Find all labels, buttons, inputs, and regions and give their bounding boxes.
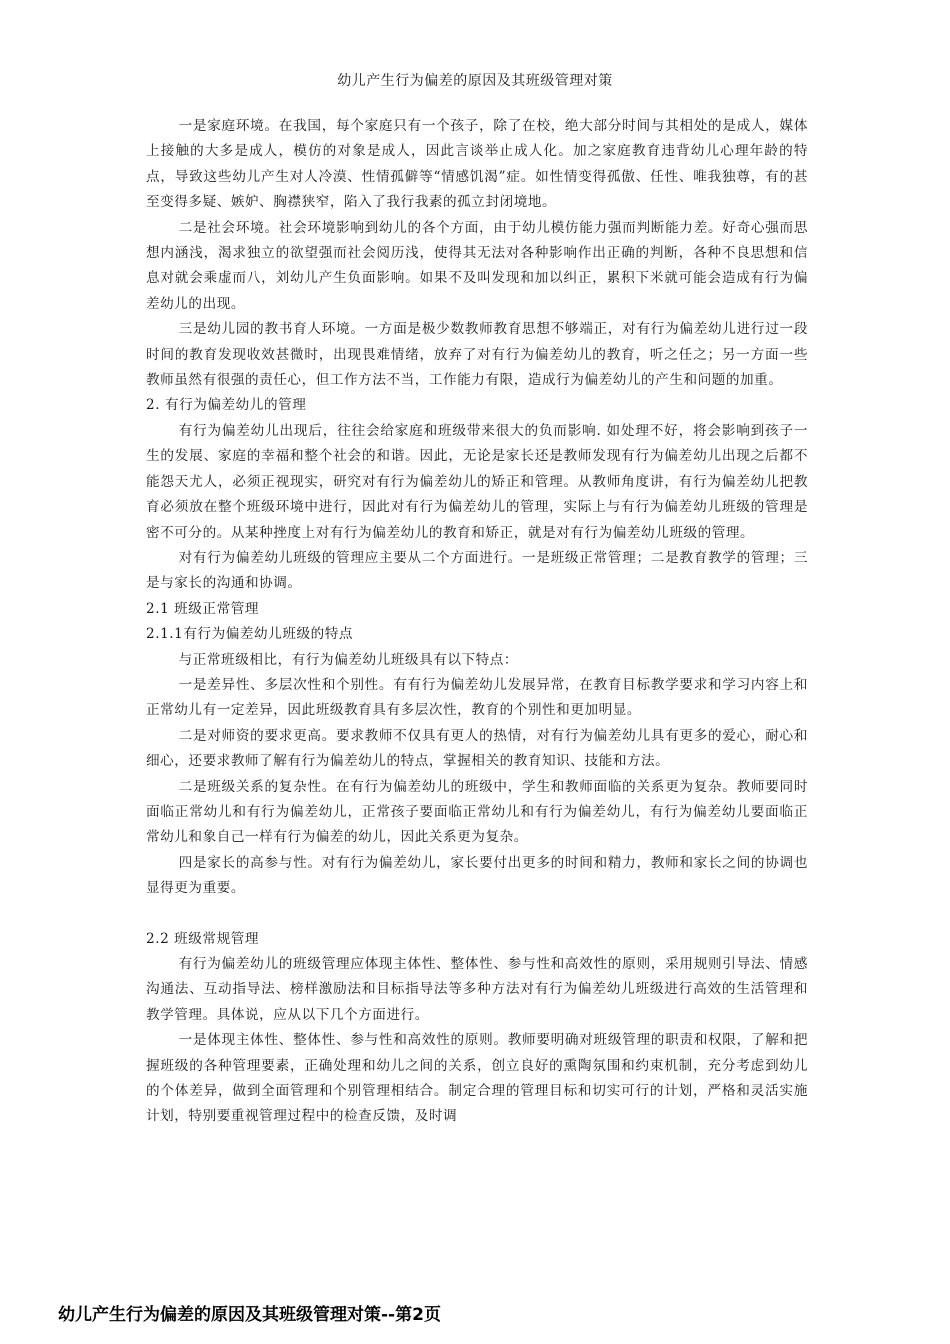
paragraph-feature-diversity: 一是差异性、多层次性和个别性。有有行为偏差幼儿发展异常，在教育目标教学要求和学习内容上和正常幼儿有一定差异，因此班级教育具有多层次性，教育的个别性和更加明显。 [146, 676, 808, 719]
section-heading-2-1-1: 2.1.1有行为偏差幼儿班级的特点 [146, 626, 354, 643]
paragraph-principles: 一是体现主体性、整体性、参与性和高效性的原则。教师要明确对班级管理的职责和权限，了解和把握班级的各种管理要素，正确处理和幼儿之间的关系，创立良好的熏陶氛围和约束机制，充分考虑到幼儿的个体差异，做到全面管理和个别管理相结合。制定合理的管理目标和切实可行的计划，严格和灵活实施计划，特别要重视管理过程中的检查反馈，及时调 [146, 1032, 808, 1125]
document-body [146, 114, 808, 1130]
paragraph-management-intro: 有行为偏差幼儿出现后，往往会给家庭和班级带来很大的负而影响. 如处理不好，将会影响到孩子一生的发展、家庭的幸福和整个社会的和谐。因此，无论是家长还是教师发现有行为偏差幼儿出现之后都不能怨天尤人，必须正视现实，研究对有行为偏差幼儿的矫正和管理。从教师角度讲，有行为偏差幼儿把教育必须放在整个班级环境中进行，因此对有行为偏差幼儿的管理，实际上与有行为偏差幼儿班级的管理是密不可分的。从某种挫度上对有行为偏差幼儿的教育和矫正，就是对有行为偏差幼儿班级的管理。 [146, 422, 808, 541]
paragraph-management-aspects: 对有行为偏差幼儿班级的管理应主要从二个方面进行。一是班级正常管理；二是教育教学的管理；三是与家长的沟通和协调。 [146, 549, 808, 592]
paragraph-class-features-intro: 与正常班级相比，有行为偏差幼儿班级具有以下特点： [178, 651, 519, 668]
paragraph-family-environment: 一是家庭环境。在我国，每个家庭只有一个孩子，除了在校，绝大部分时间与其相处的是成人，媒体上接触的大多是成人，模仿的对象是成人，因此言谈举止成人化。加之家庭教育违背幼儿心理年龄的特点，导致这些幼儿产生对人冷漠、性情孤僻等“情感饥渴”症。如性情变得孤傲、任性、唯我独尊，有的甚至变得多疑、嫉妒、胸襟狭窄，陷入了我行我素的孤立封闭境地。 [146, 118, 808, 211]
paragraph-feature-relationship-complexity: 二是班级关系的复杂性。在有行为偏差幼儿的班级中，学生和教师面临的关系更为复杂。教师要同时面临正常幼儿和有行为偏差幼儿，正常孩子要面临正常幼儿和有行为偏差幼儿，有行为偏差幼儿要面临正常幼儿和象自己一样有行为偏差的幼儿，因此关系更为复杂。 [146, 778, 808, 846]
paragraph-routine-management: 有行为偏差幼儿的班级管理应体现主体性、整体性、参与性和高效性的原则，采用规则引导法、情感沟通法、互动指导法、榜样激励法和目标指导法等多种方法对有行为偏差幼儿班级进行高效的生活管理和教学管理。具体说，应从以下几个方面进行。 [146, 956, 808, 1023]
section-heading-2-1: 2.1 班级正常管理 [146, 600, 260, 617]
paragraph-kindergarten-environment: 三是幼儿园的教书育人环境。一方面是极少数教师教育思想不够端正，对有行为偏差幼儿进行过一段时间的教育发现收效甚微时，出现畏难情绪，放弃了对有行为偏差幼儿的教育，听之任之；另一方面一些教师虽然有很强的责任心，但工作方法不当，工作能力有限，造成行为偏差幼儿的产生和问题的加重。 [146, 321, 808, 389]
paragraph-social-environment: 二是社会环境。社会环境影响到幼儿的各个方面，由于幼儿模仿能力强而判断能力差。好奇心强而思想内涵浅，渴求独立的欲望强而社会阅历浅，使得其无法对各种影响作出正确的判断，各种不良思想和信息对就会乘虚而八，刘幼儿产生负面影响。如果不及叫发现和加以纠正，累积下米就可能会造成有行为偏差幼儿的出现。 [146, 219, 808, 312]
page-footer-label: 幼儿产生行为偏差的原因及其班级管理对策--第2页 [58, 1305, 441, 1325]
section-heading-2-2: 2.2 班级常规管理 [146, 930, 260, 947]
section-heading-2: 2. 有行为偏差幼儿的管理 [146, 397, 307, 414]
paragraph-feature-teacher-requirements: 二是对师资的要求更高。要求教师不仅具有更人的热情，对有行为偏差幼儿具有更多的爱心，耐心和细心，还要求教师了解有行为偏差幼儿的特点，掌握相关的教育知识、技能和方法。 [146, 727, 808, 770]
paragraph-feature-parent-participation: 四是家长的高参与性。对有行为偏差幼儿，家长要付出更多的时间和精力，教师和家长之间的协调也显得更为重要。 [146, 854, 808, 897]
page-header-title: 幼儿产生行为偏差的原因及其班级管理对策 [337, 73, 613, 89]
